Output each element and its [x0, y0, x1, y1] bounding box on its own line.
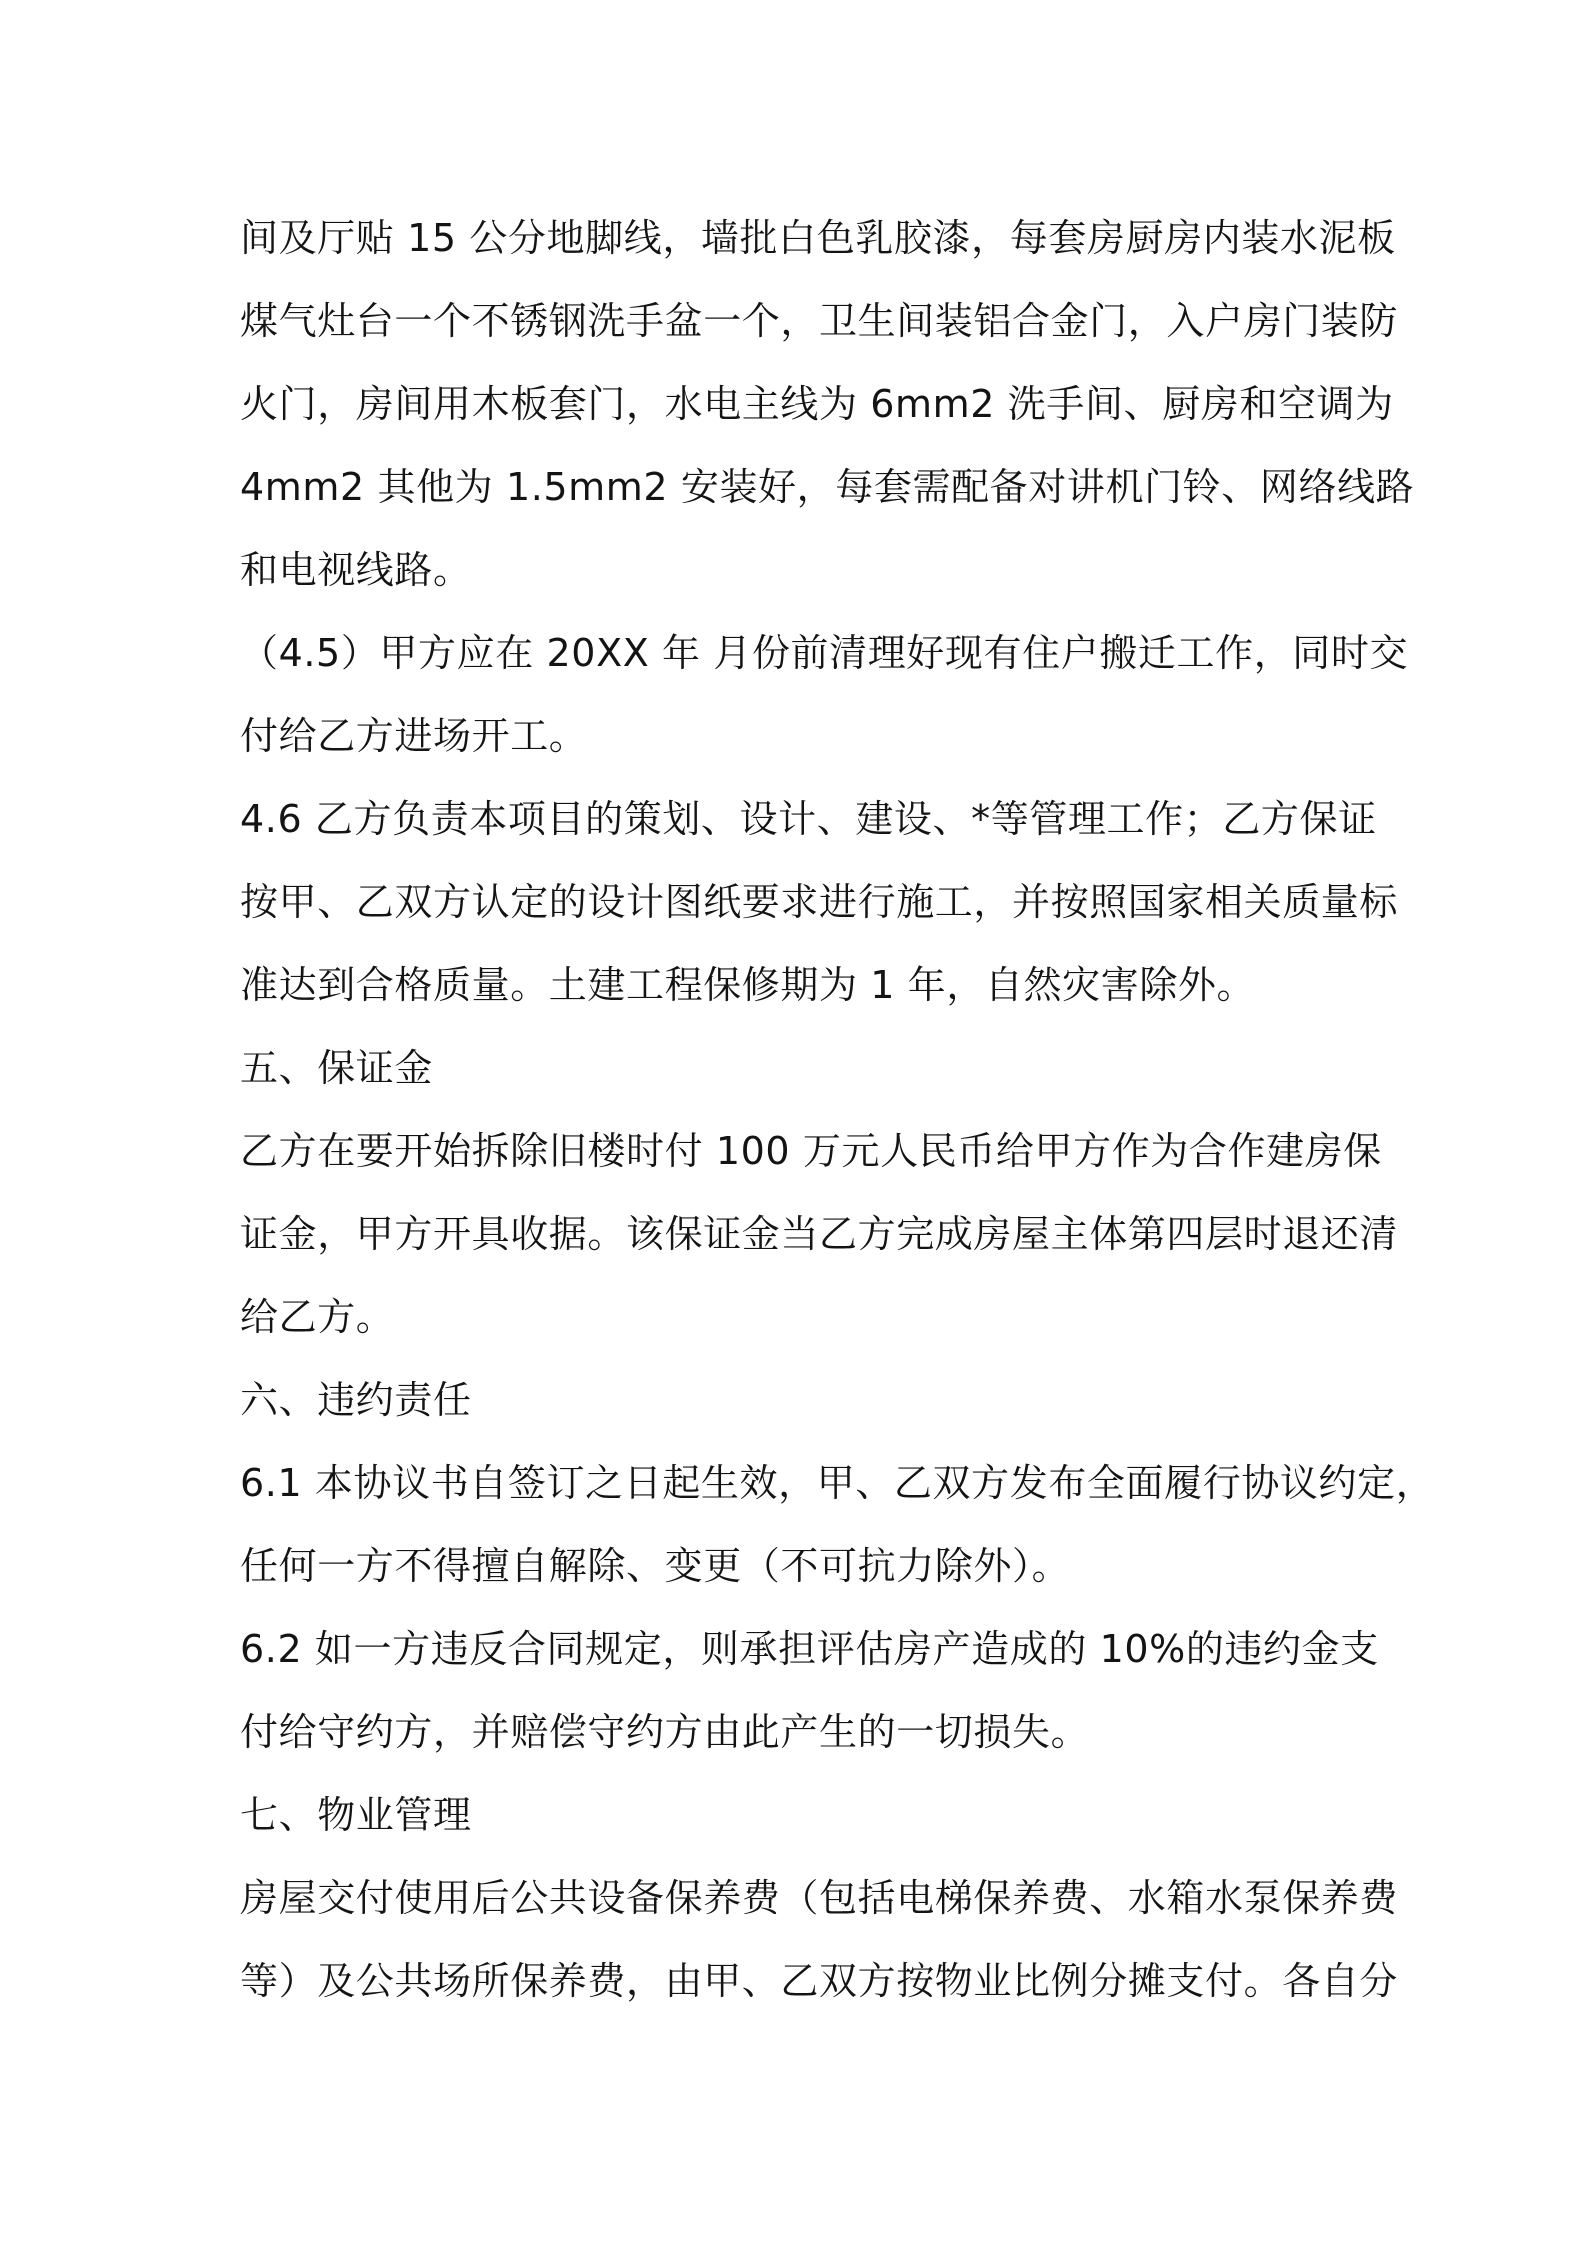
text-line: 4mm2 其他为 1.5mm2 安装好，每套需配备对讲机门铃、网络线路 [240, 465, 1415, 509]
text-line: 房屋交付使用后公共设备保养费（包括电梯保养费、水箱水泵保养费 [240, 1876, 1399, 1920]
text-line: 煤气灶台一个不锈钢洗手盆一个，卫生间装铝合金门，入户房门装防 [240, 299, 1399, 343]
text-line: 和电视线路。 [240, 548, 472, 592]
text-line: 乙方在要开始拆除旧楼时付 100 万元人民币给甲方作为合作建房保 [240, 1129, 1382, 1173]
text-line: 证金，甲方开具收据。该保证金当乙方完成房屋主体第四层时退还清 [240, 1212, 1399, 1256]
section-heading-deposit: 五、保证金 [240, 1046, 434, 1090]
text-line: 间及厅贴 15 公分地脚线，墙批白色乳胶漆，每套房厨房内装水泥板 [240, 216, 1396, 260]
document-body [240, 197, 1435, 2023]
clause-6-2: 6.2 如一方违反合同规定，则承担评估房产造成的 10%的违约金支 [240, 1627, 1379, 1671]
text-line: 付给乙方进场开工。 [240, 714, 588, 758]
text-line: 准达到合格质量。土建工程保修期为 1 年，自然灾害除外。 [240, 963, 1256, 1007]
section-heading-property-management: 七、物业管理 [240, 1793, 472, 1837]
clause-4-6: 4.6 乙方负责本项目的策划、设计、建设、*等管理工作；乙方保证 [240, 797, 1377, 841]
text-line: 给乙方。 [240, 1295, 395, 1339]
section-heading-breach: 六、违约责任 [240, 1378, 472, 1422]
text-line: 火门，房间用木板套门，水电主线为 6mm2 洗手间、厨房和空调为 [240, 382, 1394, 426]
clause-6-1: 6.1 本协议书自签订之日起生效，甲、乙双方发布全面履行协议约定， [240, 1461, 1435, 1505]
text-line: 任何一方不得擅自解除、变更（不可抗力除外）。 [240, 1544, 1071, 1588]
text-line: 等）及公共场所保养费，由甲、乙双方按物业比例分摊支付。各自分 [240, 1959, 1399, 2003]
clause-4-5: （4.5）甲方应在 20XX 年 月份前清理好现有住户搬迁工作，同时交 [240, 631, 1409, 675]
text-line: 按甲、乙双方认定的设计图纸要求进行施工，并按照国家相关质量标 [240, 880, 1399, 924]
text-line: 付给守约方，并赔偿守约方由此产生的一切损失。 [240, 1710, 1090, 1754]
